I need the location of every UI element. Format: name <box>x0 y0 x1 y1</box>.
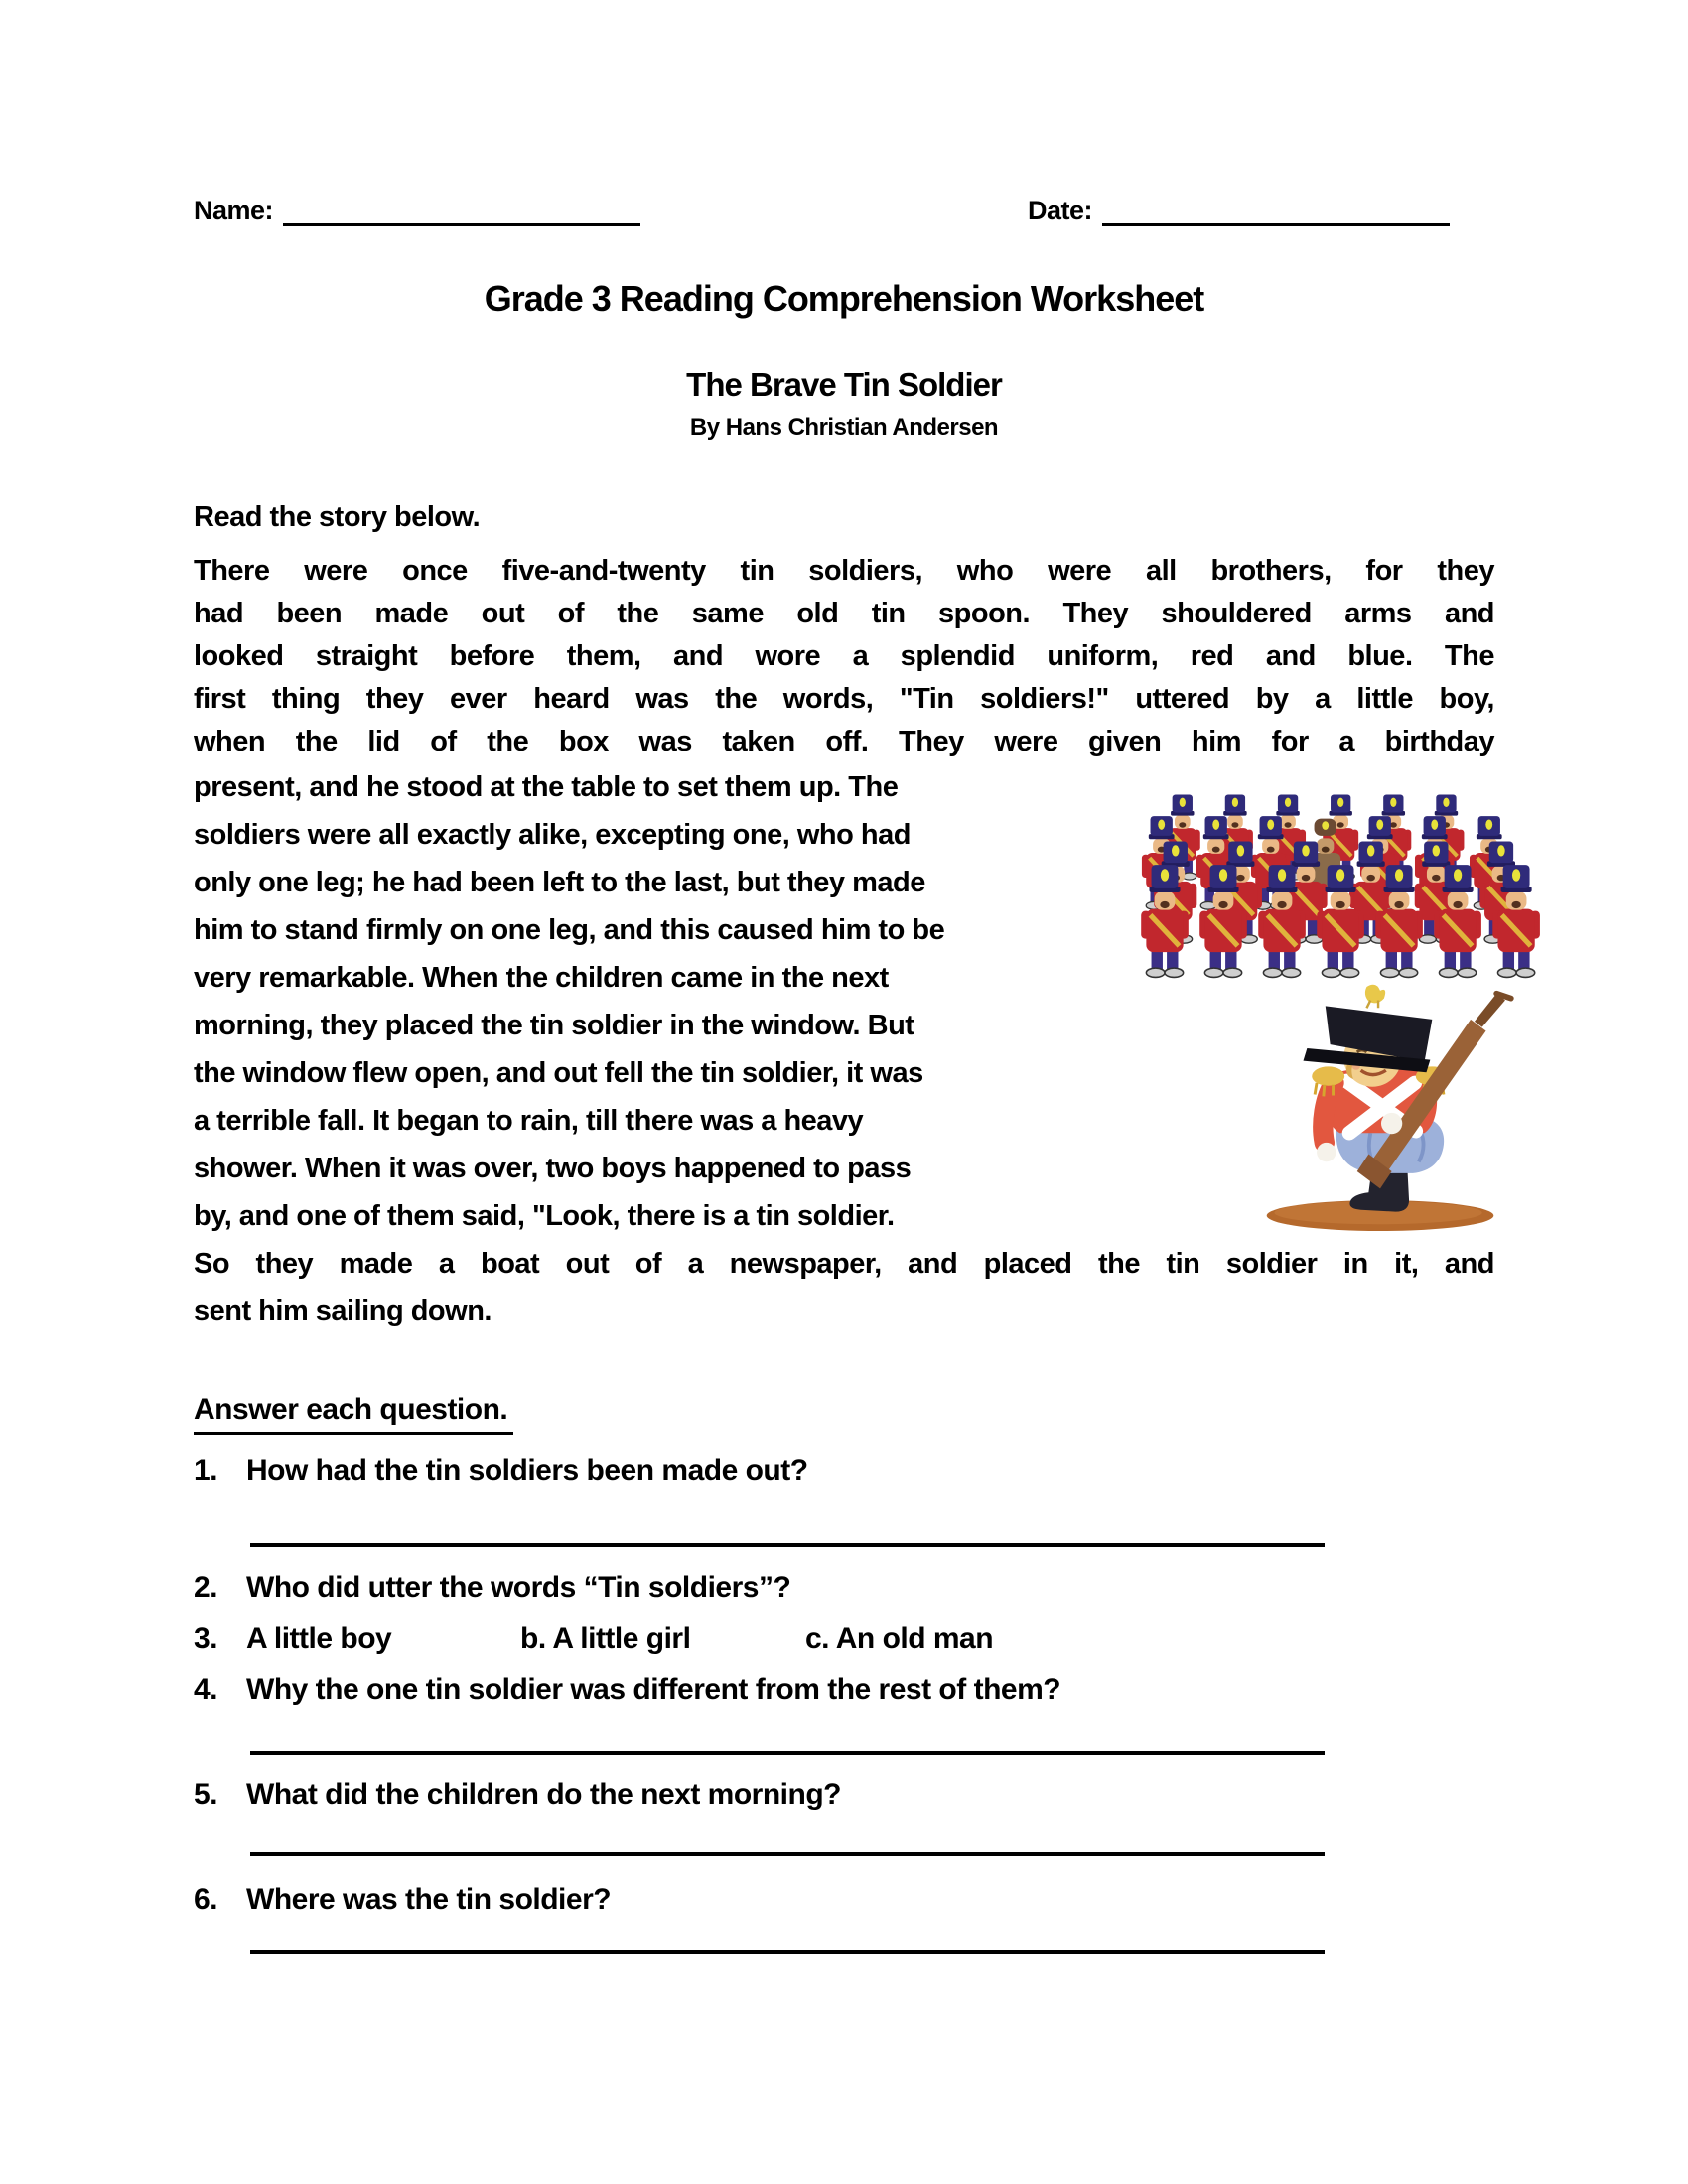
story-line: There were once five-and-twenty tin soldiers, who were all brothers, for they <box>194 555 1494 587</box>
story-line: shower. When it was over, two boys happened to pass <box>194 1153 912 1184</box>
question-3-option-b[interactable]: b. A little girl <box>520 1622 691 1655</box>
question-5 <box>194 1771 1494 1819</box>
question-2-text: Who did utter the words “Tin soldiers”? <box>246 1571 791 1604</box>
story-line: looked straight before them, and wore a splendid uniform, red and blue. The <box>194 640 1494 672</box>
date-blank-line[interactable] <box>1102 194 1450 226</box>
question-6-text: Where was the tin soldier? <box>246 1883 612 1916</box>
story-line: morning, they placed the tin soldier in the window. But <box>194 1010 914 1041</box>
name-label: Name: <box>194 196 274 225</box>
story-line: by, and one of them said, "Look, there is a tin soldier. <box>194 1200 895 1232</box>
story-title: The Brave Tin Soldier <box>686 366 1002 403</box>
story-line: sent him sailing down. <box>194 1296 492 1327</box>
question-2 <box>194 1565 1494 1612</box>
story-author: By Hans Christian Andersen <box>689 414 999 441</box>
name-field <box>194 194 640 226</box>
story-line: very remarkable. When the children came in the next <box>194 962 889 994</box>
answer-section <box>194 1393 1494 1435</box>
story-line: So they made a boat out of a newspaper, and placed the tin soldier in it, and <box>194 1248 1494 1280</box>
question-3-option-a[interactable]: A little boy <box>246 1622 392 1655</box>
question-6-number: 6. <box>194 1883 218 1916</box>
question-5-number: 5. <box>194 1778 218 1811</box>
header <box>194 189 1494 226</box>
tin-soldier-illustration <box>1226 979 1534 1239</box>
story-line: a terrible fall. It began to rain, till there was a heavy <box>194 1105 864 1137</box>
story-line: only one leg; he had been left to the last, but they made <box>194 867 925 898</box>
question-4-number: 4. <box>194 1673 218 1706</box>
tin-soldiers-group-illustration <box>1132 791 1549 982</box>
name-blank-line[interactable] <box>283 194 640 226</box>
worksheet-title: Grade 3 Reading Comprehension Worksheet <box>484 278 1204 319</box>
question-3-number: 3. <box>194 1622 218 1655</box>
question-3-option-c[interactable]: c. An old man <box>805 1622 994 1655</box>
date-label: Date: <box>1027 196 1092 225</box>
story-line: had been made out of the same old tin spoon. They shouldered arms and <box>194 598 1494 629</box>
question-1-text: How had the tin soldiers been made out? <box>246 1454 808 1487</box>
answer-section-heading: Answer each question. <box>194 1393 513 1435</box>
question-2-number: 2. <box>194 1571 218 1604</box>
story-line: soldiers were all exactly alike, excepting one, who had <box>194 819 911 851</box>
question-1-number: 1. <box>194 1454 218 1487</box>
story-text <box>194 550 1494 1335</box>
question-3 <box>194 1615 1494 1663</box>
story-line: when the lid of the box was taken off. They were given him for a birthday <box>194 726 1494 757</box>
question-4 <box>194 1666 1494 1713</box>
answer-line-4[interactable] <box>250 1751 1325 1755</box>
story-line: him to stand firmly on one leg, and this caused him to be <box>194 914 945 946</box>
story-line: the window flew open, and out fell the tin soldier, it was <box>194 1057 923 1089</box>
question-5-text: What did the children do the next morning? <box>246 1778 841 1811</box>
question-6 <box>194 1876 1494 1924</box>
read-instruction: Read the story below. <box>194 501 481 533</box>
answer-line-5[interactable] <box>250 1852 1325 1856</box>
answer-line-1[interactable] <box>250 1543 1325 1547</box>
date-field <box>1028 194 1450 226</box>
story-line: present, and he stood at the table to set them up. The <box>194 771 899 803</box>
question-1 <box>194 1447 1494 1495</box>
story-line: first thing they ever heard was the words, "Tin soldiers!" uttered by a little boy, <box>194 683 1494 715</box>
answer-line-6[interactable] <box>250 1950 1325 1954</box>
question-4-text: Why the one tin soldier was different from the rest of them? <box>246 1673 1061 1706</box>
